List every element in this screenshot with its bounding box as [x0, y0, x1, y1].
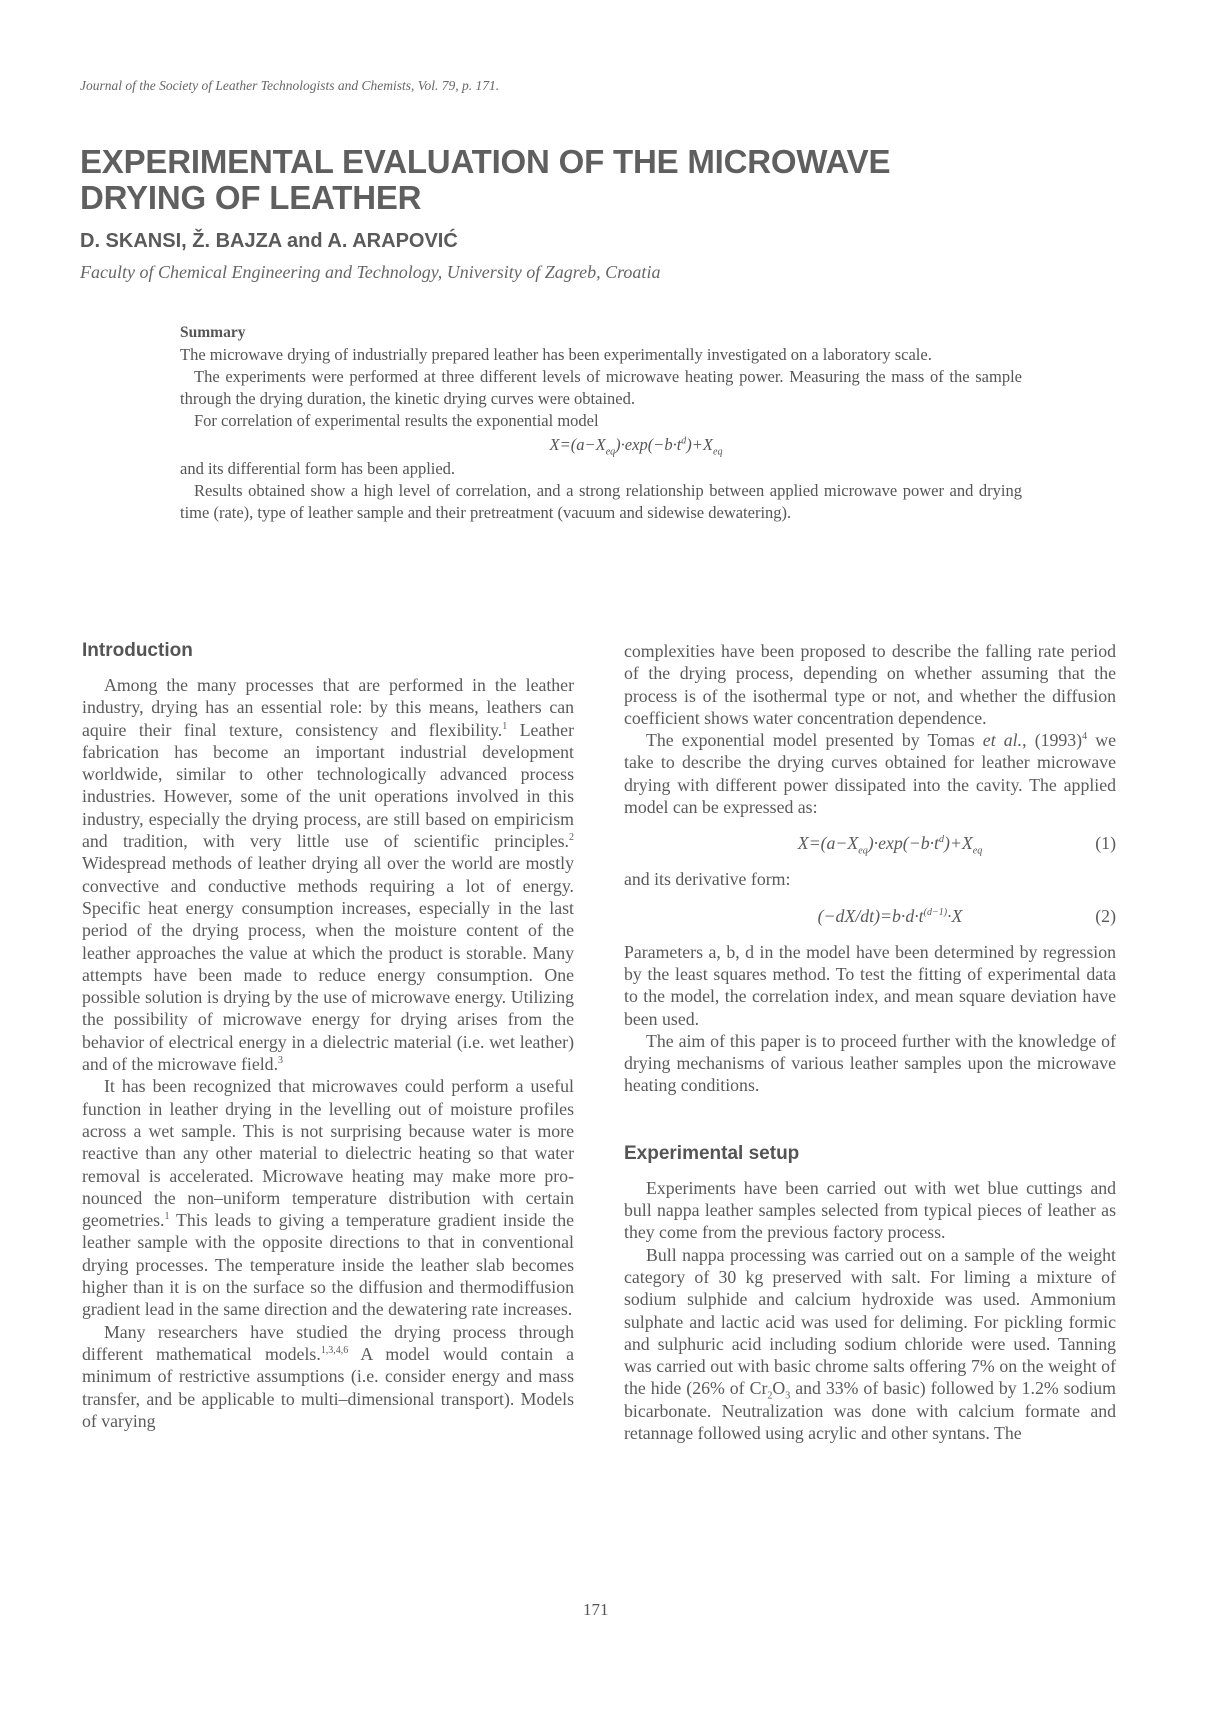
authors: D. SKANSI, Ž. BAJZA and A. ARAPOVIĆ: [80, 230, 458, 252]
body-paragraph: Bull nappa processing was carried out on a sample of the weight category of 30 kg preserved with salt. For liming a mixture of sodium sulphide and calcium hydroxide was used. Ammonium sulphate and lactic acid was used for deliming. For pickling formic and sulphuric acid including sodium chloride were used. Tanning was carried out with basic chrome salts offering 7% on the weight of the hide (26% of $Cr_2O_3$ and 33% of basic) followed by 1.2% sodium bicarbonate. Neutralization was done with calcium formate and retannage followed using acrylic and other syntans. The: [624, 1244, 1116, 1444]
citation: 1: [164, 1211, 170, 1223]
intro-paragraph: Among the many processes that are performed in the leather industry, drying has an essential role: by this means, leathers can aquire their final texture, consistency and flexibility.$^1$ Leather fabrication has become an important industrial development worldwide, similar to other technologically advanced process industries. However, some of the unit operations involved in this industry, especially the drying process, are still based on empiricism and tradition, with very little use of scientific principles.$^2$ Widespread methods of leather drying all over the world are mostly convective and conductive methods requiring a lot of energy. Specific heat energy consumption increases, especially in the last period of the drying process, when the moisture content of the leather approaches the value at which the product is storable. Many attempts have been made to reduce energy consumption. One possible solution is drying by the use of microwave energy. Utilizing the possibility of microwave energy for drying arises from the behavior of electrical energy in a dielectric material (i.e. wet leather) and of the microwave field.$^3$: [82, 675, 574, 1075]
body-paragraph: The exponential model presented by Tomas et al., $(1993)^4$ we take to describe the drying curves obtained for leather microwave drying with different power dissipated into the cavity. The applied model can be expressed as:: [624, 730, 1117, 818]
page-number: 171: [583, 1600, 609, 1619]
equation-number: (1): [1095, 833, 1116, 854]
summary-paragraph: Results obtained show a high level of correlation, and a strong relationship between applied microwave power and drying time (rate), type of leather sample and their pretreatment (vacuum and sidewise dewatering).: [180, 481, 1022, 522]
body-paragraph: The aim of this paper is to proceed further with the knowledge of drying mechanisms of various leather samples upon the microwave heating conditions.: [624, 1030, 1116, 1096]
left-column: [82, 640, 574, 1432]
running-head: Journal of the Society of Leather Technologists and Chemists, Vol. 79, p. 171.: [80, 78, 500, 93]
body-paragraph: Parameters a, b, d in the model have been determined by regression by the least squares method. To test the fitting of experimental data to the model, the correlation index, and mean square deviation have been used.: [624, 941, 1116, 1029]
summary-paragraph: and its differential form has been applied.: [180, 459, 456, 478]
summary-paragraph: The experiments were performed at three different levels of microwave heating power. Measuring the mass of the sample through the drying duration, the kinetic drying curves were obtained.: [180, 367, 1022, 408]
intro-paragraph: Many researchers have studied the drying process through different mathematical models.$^{1,3,4,6}$ A model would contain a minimum of restrictive assumptions (i.e. consider energy and mass transfer, and be applicable to multi–dimensional transport). Models of varying: [82, 1321, 574, 1431]
right-column: [624, 640, 1116, 1444]
summary-paragraph: The microwave drying of industrially prepared leather has been experimentally investigated on a laboratory scale.: [180, 345, 932, 364]
section-heading-experimental-setup: Experimental setup: [624, 1142, 800, 1164]
summary-equation: $X=(a-X_{eq})\cdot\exp(-b\cdot t^d)+X_{eq}$: [549, 435, 723, 458]
section-heading-introduction: Introduction: [82, 640, 193, 661]
citation: 1,3,4,6: [320, 1344, 349, 1356]
summary-abstract: [180, 322, 1022, 524]
summary-heading: Summary: [180, 324, 246, 341]
body-paragraph: Experiments have been carried out with wet blue cuttings and bull nappa leather samples selected from typical pieces of leather as they come from the previous factory process.: [624, 1177, 1116, 1243]
summary-paragraph: For correlation of experimental results the exponential model: [194, 411, 599, 430]
body-paragraph: complexities have been proposed to describe the falling rate period of the drying process, depending on whether assuming that the process is of the isothermal type or not, and whether the diffusion coefficient shows water concentration dependence.: [624, 641, 1116, 728]
equation-1: $X=(a-X_{eq})\cdot\exp(-b\cdot t^d)+X_{eq}$ (1): [797, 833, 1116, 857]
citation: 3: [278, 1055, 284, 1067]
body-paragraph: and its derivative form:: [624, 869, 791, 890]
intro-paragraph: It has been recognized that microwaves could perform a useful function in leather drying in the levelling out of moisture profiles across a wet sample. This is not surprising because water is more reactive than any other material to dielectric heating so that water removal is accelerated. Microwave heating may make more pro-nounced the non–uniform temperature distribution with certain geometries.$^1$ This leads to giving a temperature gradient inside the leather sample with the opposite directions to that in conventional drying processes. The temperature inside the leather slab becomes higher than it is on the surface so the diffusion and thermodiffusion gradient lead in the same direction and the dewatering rate increases.: [82, 1076, 574, 1320]
citation: 2: [569, 832, 574, 844]
article-title: EXPERIMENTAL EVALUATION OF THE MICROWAVE DRYING OF LEATHER: [80, 143, 891, 216]
equation-number: (2): [1095, 905, 1116, 926]
equation-2: $(-dX/dt)=b\cdot d\cdot t^{(d-1)}\cdot X$ (2): [817, 905, 1116, 926]
citation: 4: [1082, 731, 1088, 743]
affiliation: Faculty of Chemical Engineering and Technology, University of Zagreb, Croatia: [80, 262, 661, 282]
citation: 1: [502, 720, 508, 732]
